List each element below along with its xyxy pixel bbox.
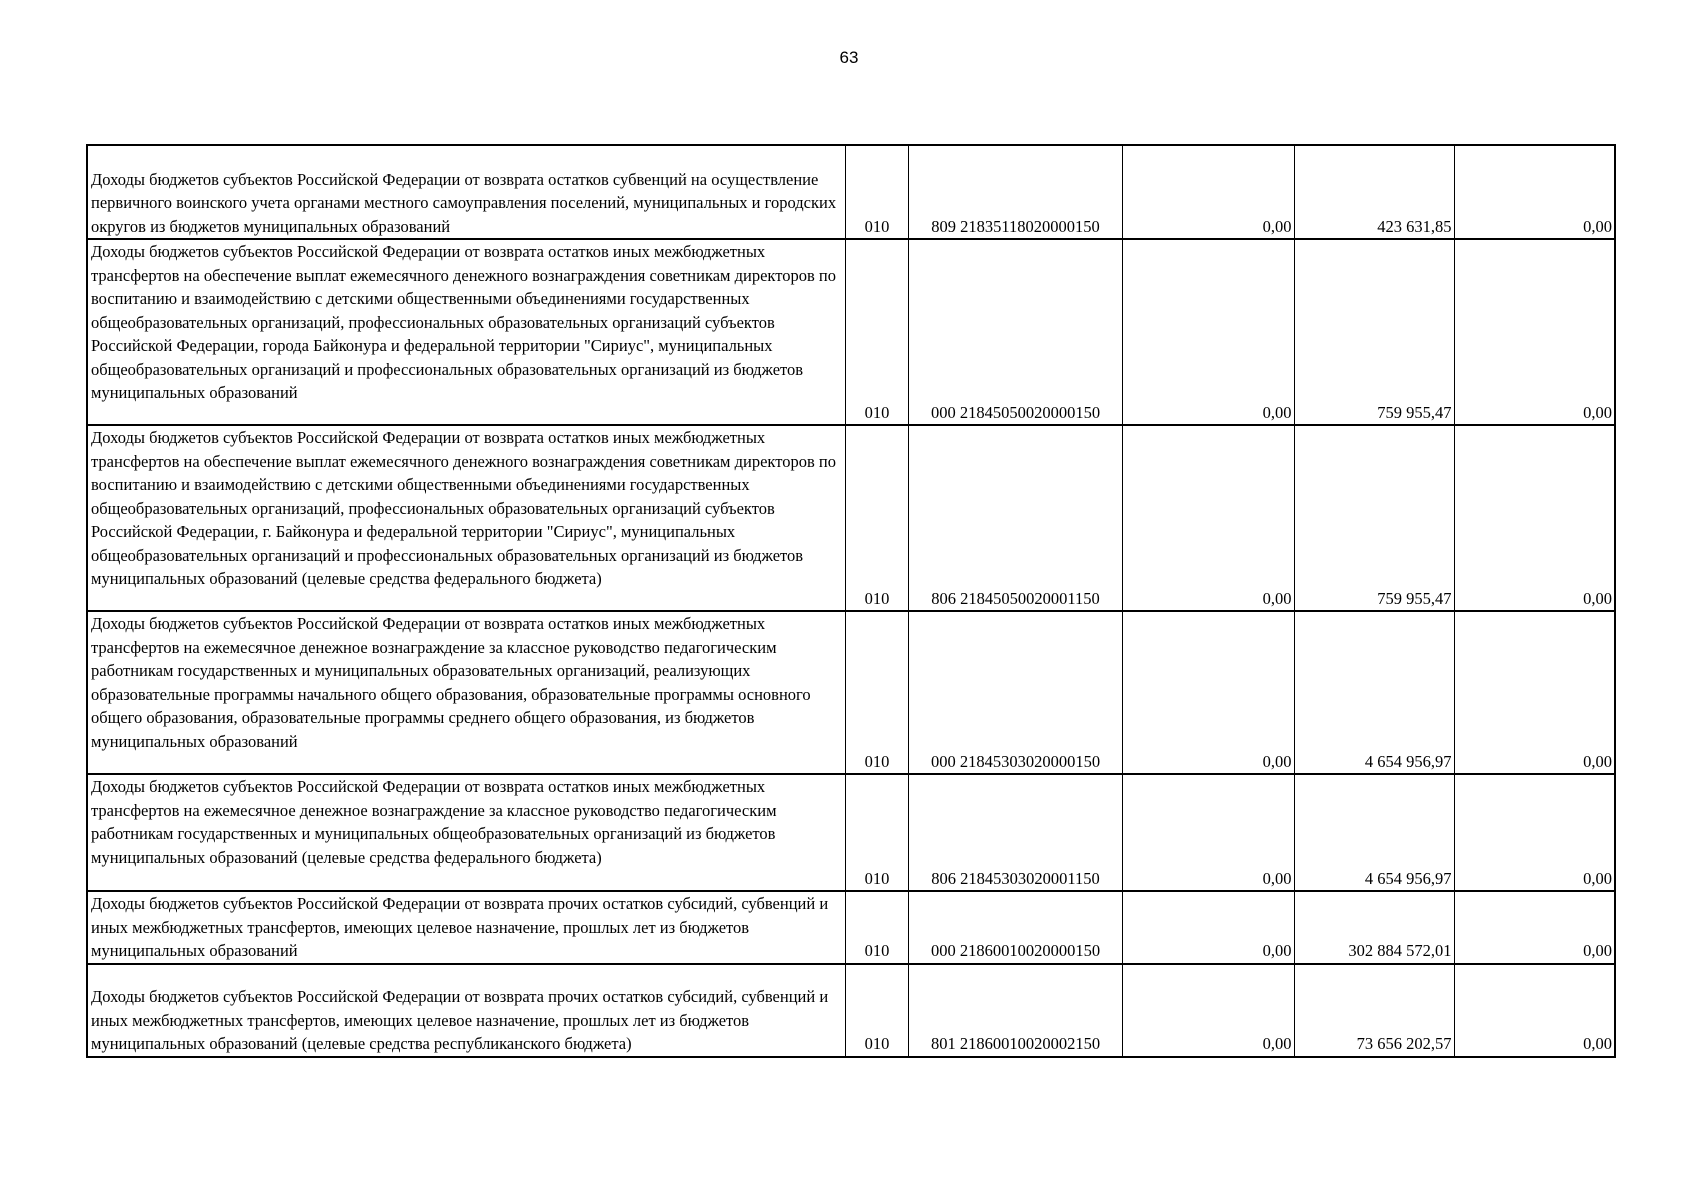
row-line-code: 010	[845, 774, 908, 891]
row-amount-2: 759 955,47	[1294, 239, 1454, 425]
row-line-code: 010	[845, 891, 908, 964]
row-budget-class-code: 000 21845050020000150	[908, 239, 1122, 425]
table-row	[87, 239, 1615, 425]
row-amount-2: 4 654 956,97	[1294, 774, 1454, 891]
row-line-code: 010	[845, 964, 908, 1057]
row-description: Доходы бюджетов субъектов Российской Федерации от возврата прочих остатков субсидий, субвенций и иных межбюджетных трансфертов, имеющих целевое назначение, прошлых лет из бюджетов муниципальных образований (целевые средства республиканского бюджета)	[87, 964, 845, 1057]
row-amount-3: 0,00	[1454, 425, 1615, 611]
row-amount-1: 0,00	[1122, 239, 1294, 425]
row-amount-1: 0,00	[1122, 425, 1294, 611]
row-amount-1: 0,00	[1122, 964, 1294, 1057]
row-description: Доходы бюджетов субъектов Российской Федерации от возврата остатков субвенций на осуществление первичного воинского учета органами местного самоуправления поселений, муниципальных и городских округов из бюджетов муниципальных образований	[87, 145, 845, 239]
row-amount-2: 73 656 202,57	[1294, 964, 1454, 1057]
row-amount-3: 0,00	[1454, 774, 1615, 891]
row-budget-class-code: 000 21860010020000150	[908, 891, 1122, 964]
row-amount-3: 0,00	[1454, 964, 1615, 1057]
table-row	[87, 145, 1615, 239]
row-description: Доходы бюджетов субъектов Российской Федерации от возврата остатков иных межбюджетных трансфертов на ежемесячное денежное вознаграждение за классное руководство педагогическим работникам государственных и муниципальных образовательных организаций, реализующих образовательные программы начального общего образования, образовательные программы основного общего образования, образовательные программы среднего общего образования, из бюджетов муниципальных образований	[87, 611, 845, 774]
row-line-code: 010	[845, 611, 908, 774]
row-line-code: 010	[845, 239, 908, 425]
row-amount-2: 4 654 956,97	[1294, 611, 1454, 774]
row-line-code: 010	[845, 145, 908, 239]
row-budget-class-code: 809 21835118020000150	[908, 145, 1122, 239]
table-row	[87, 964, 1615, 1057]
row-amount-1: 0,00	[1122, 145, 1294, 239]
row-description: Доходы бюджетов субъектов Российской Федерации от возврата остатков иных межбюджетных трансфертов на обеспечение выплат ежемесячного денежного вознаграждения советникам директоров по воспитанию и взаимодействию с детскими общественными объединениями государственных общеобразовательных организаций, профессиональных образовательных организаций субъектов Российской Федерации, г. Байконура и федеральной территории "Сириус", муниципальных общеобразовательных организаций и профессиональных образовательных организаций из бюджетов муниципальных образований (целевые средства федерального бюджета)	[87, 425, 845, 611]
row-amount-2: 759 955,47	[1294, 425, 1454, 611]
table-row	[87, 425, 1615, 611]
row-budget-class-code: 801 21860010020002150	[908, 964, 1122, 1057]
row-amount-2: 423 631,85	[1294, 145, 1454, 239]
row-amount-2: 302 884 572,01	[1294, 891, 1454, 964]
table-row	[87, 891, 1615, 964]
row-amount-1: 0,00	[1122, 774, 1294, 891]
row-amount-3: 0,00	[1454, 145, 1615, 239]
row-line-code: 010	[845, 425, 908, 611]
row-amount-1: 0,00	[1122, 611, 1294, 774]
row-amount-3: 0,00	[1454, 611, 1615, 774]
row-description: Доходы бюджетов субъектов Российской Федерации от возврата прочих остатков субсидий, субвенций и иных межбюджетных трансфертов, имеющих целевое назначение, прошлых лет из бюджетов муниципальных образований	[87, 891, 845, 964]
budget-revenue-table	[86, 144, 1616, 1058]
row-description: Доходы бюджетов субъектов Российской Федерации от возврата остатков иных межбюджетных трансфертов на ежемесячное денежное вознаграждение за классное руководство педагогическим работникам государственных и муниципальных общеобразовательных организаций из бюджетов муниципальных образований (целевые средства федерального бюджета)	[87, 774, 845, 891]
row-budget-class-code: 806 21845050020001150	[908, 425, 1122, 611]
table-row	[87, 774, 1615, 891]
row-description: Доходы бюджетов субъектов Российской Федерации от возврата остатков иных межбюджетных трансфертов на обеспечение выплат ежемесячного денежного вознаграждения советникам директоров по воспитанию и взаимодействию с детскими общественными объединениями государственных общеобразовательных организаций, профессиональных образовательных организаций субъектов Российской Федерации, города Байконура и федеральной территории "Сириус", муниципальных общеобразовательных организаций и профессиональных образовательных организаций из бюджетов муниципальных образований	[87, 239, 845, 425]
row-budget-class-code: 806 21845303020001150	[908, 774, 1122, 891]
row-amount-1: 0,00	[1122, 891, 1294, 964]
row-budget-class-code: 000 21845303020000150	[908, 611, 1122, 774]
table-row	[87, 611, 1615, 774]
row-amount-3: 0,00	[1454, 891, 1615, 964]
page-number: 63	[839, 48, 859, 67]
row-amount-3: 0,00	[1454, 239, 1615, 425]
